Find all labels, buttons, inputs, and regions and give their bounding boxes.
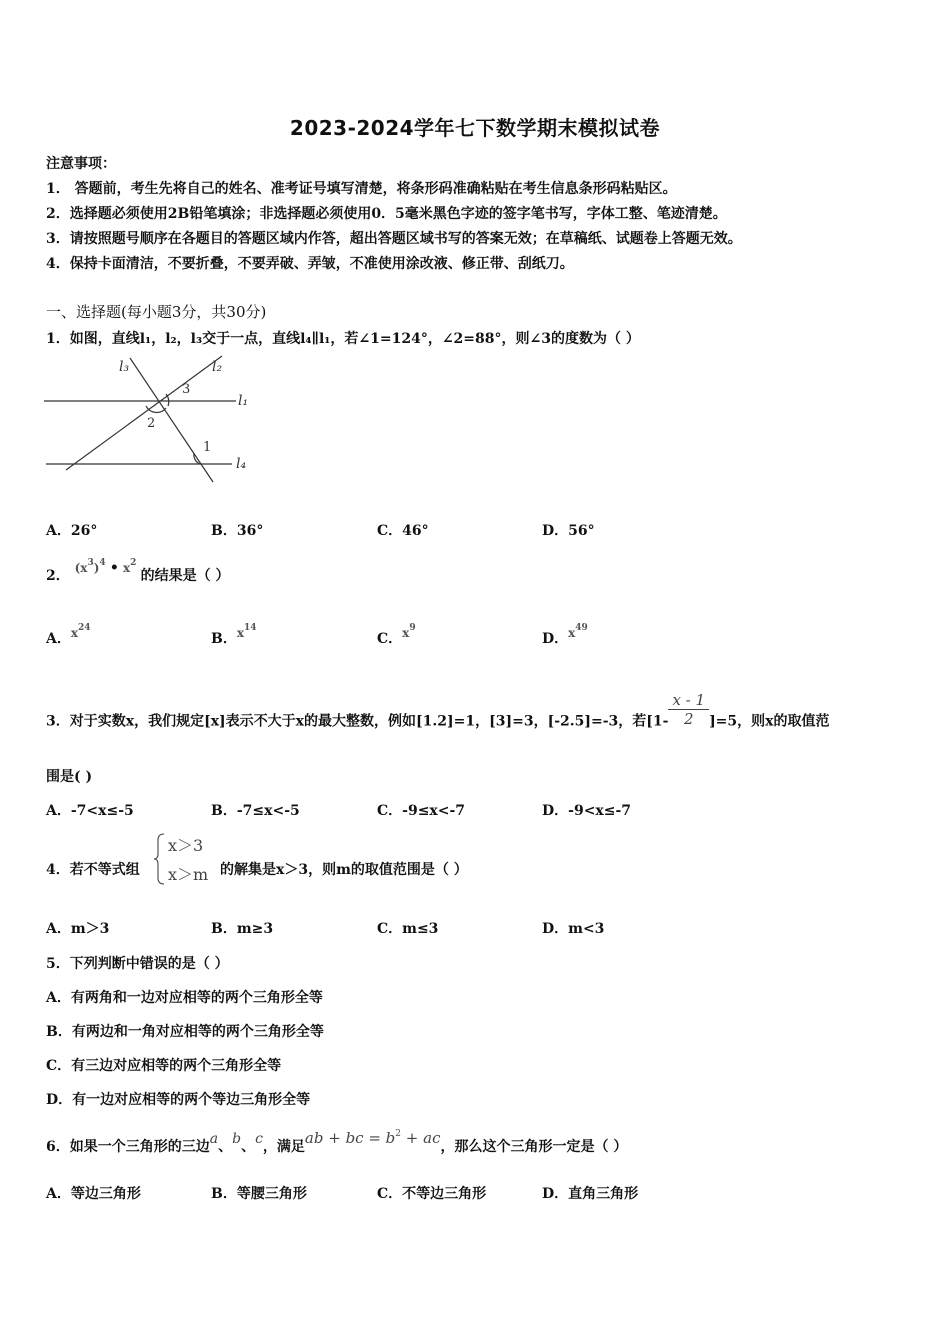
q2-expression: $(x^3)^4$ • $x^2$ <box>74 558 137 576</box>
q1-option-a[interactable]: A．26° <box>46 523 98 539</box>
q6-option-c[interactable]: C．不等边三角形 <box>377 1186 487 1202</box>
q1-option-c[interactable]: C．46° <box>377 523 429 539</box>
question-4-prefix: 4．若不等式组 <box>46 862 140 878</box>
q4-inequality-2: x＞m <box>168 865 209 884</box>
q3-option-d[interactable]: D．-9<x≤-7 <box>542 803 632 819</box>
notice-item: 2．选择题必须使用2B铅笔填涂；非选择题必须使用0．5毫米黑色字迹的签字笔书写，字体工整、笔迹清楚。 <box>46 206 727 222</box>
q2-option-d[interactable]: D．$x^{49}$ <box>542 623 588 647</box>
question-5-text: 5．下列判断中错误的是（ ） <box>46 956 229 972</box>
q4-option-d[interactable]: D．m<3 <box>542 921 605 937</box>
q3-option-a[interactable]: A．-7<x≤-5 <box>46 803 134 819</box>
section-heading: 一、选择题(每小题3分，共30分) <box>46 303 267 321</box>
q4-inequality-1: x＞3 <box>168 836 204 855</box>
q6-option-d[interactable]: D．直角三角形 <box>542 1186 639 1202</box>
question-3-text: 3．对于实数x，我们规定[x]表示不大于x的最大整数，例如[1.2]=1，[3]=3，[-2.5]=-3，若[1- $\frac{x - 1}{2}$ ]=5，则x的取值范 <box>46 691 830 730</box>
q2-option-a[interactable]: A．$x^{24}$ <box>46 623 91 647</box>
q3-option-c[interactable]: C．-9≤x<-7 <box>377 803 466 819</box>
q6-equation: ab + bc = $b^2$ + ac <box>304 1129 441 1147</box>
question-2-text: 2． $(x^3)^4$ • $x^2$ 的结果是（ ） <box>46 558 230 584</box>
q4-option-c[interactable]: C．m≤3 <box>377 921 439 937</box>
q3-fraction: $\frac{x - 1}{2}$ <box>668 691 709 728</box>
notice-item: 4．保持卡面清洁，不要折叠，不要弄破、弄皱，不准使用涂改液、修正带、刮纸刀。 <box>46 256 574 272</box>
label-l3: l₃ <box>119 359 130 375</box>
label-l4: l₄ <box>236 456 247 472</box>
q6-option-b[interactable]: B．等腰三角形 <box>211 1186 307 1202</box>
label-l2: l₂ <box>212 359 223 375</box>
q6-option-a[interactable]: A．等边三角形 <box>46 1186 141 1202</box>
question-6-text: 6．如果一个三角形的三边a、b、c，满足ab + bc = $b^2$ + ac，那么这个三角形一定是（ ） <box>46 1129 628 1155</box>
angle-1-label: 1 <box>203 440 212 455</box>
q5-option-a[interactable]: A．有两角和一边对应相等的两个三角形全等 <box>46 990 323 1006</box>
q5-option-b[interactable]: B．有两边和一角对应相等的两个三角形全等 <box>46 1024 324 1040</box>
line-l2 <box>66 356 222 470</box>
line-l3 <box>130 358 213 482</box>
question-3-text-line2: 围是( ) <box>46 769 93 785</box>
q4-option-a[interactable]: A．m＞3 <box>46 921 110 937</box>
question-1-text: 1．如图，直线l₁，l₂，l₃交于一点，直线l₄∥l₁，若∠1=124°，∠2=88°，则∠3的度数为（ ） <box>46 331 640 347</box>
notice-item: 1． 答题前，考生先将自己的姓名、准考证号填写清楚，将条形码准确粘贴在考生信息条形码粘贴区。 <box>46 181 677 197</box>
q4-brace <box>154 832 166 886</box>
q4-option-b[interactable]: B．m≥3 <box>211 921 274 937</box>
q5-option-c[interactable]: C．有三边对应相等的两个三角形全等 <box>46 1058 282 1074</box>
q2-option-c[interactable]: C．$x^9$ <box>377 623 416 647</box>
angle-2-label: 2 <box>147 416 156 431</box>
notice-item: 3．请按照题号顺序在各题目的答题区域内作答，超出答题区域书写的答案无效；在草稿纸、试题卷上答题无效。 <box>46 231 742 247</box>
q1-option-b[interactable]: B．36° <box>211 523 264 539</box>
angle-3-label: 3 <box>182 382 191 397</box>
page-title: 2023-2024学年七下数学期末模拟试卷 <box>289 116 661 140</box>
question-1-figure <box>40 352 260 487</box>
label-l1: l₁ <box>238 393 249 409</box>
notice-heading: 注意事项： <box>46 156 116 172</box>
q2-option-b[interactable]: B．$x^{14}$ <box>211 623 257 647</box>
question-4-suffix: 的解集是x＞3，则m的取值范围是（ ） <box>220 862 468 878</box>
q1-option-d[interactable]: D．56° <box>542 523 595 539</box>
q5-option-d[interactable]: D．有一边对应相等的两个等边三角形全等 <box>46 1092 311 1108</box>
q3-option-b[interactable]: B．-7≤x<-5 <box>211 803 300 819</box>
